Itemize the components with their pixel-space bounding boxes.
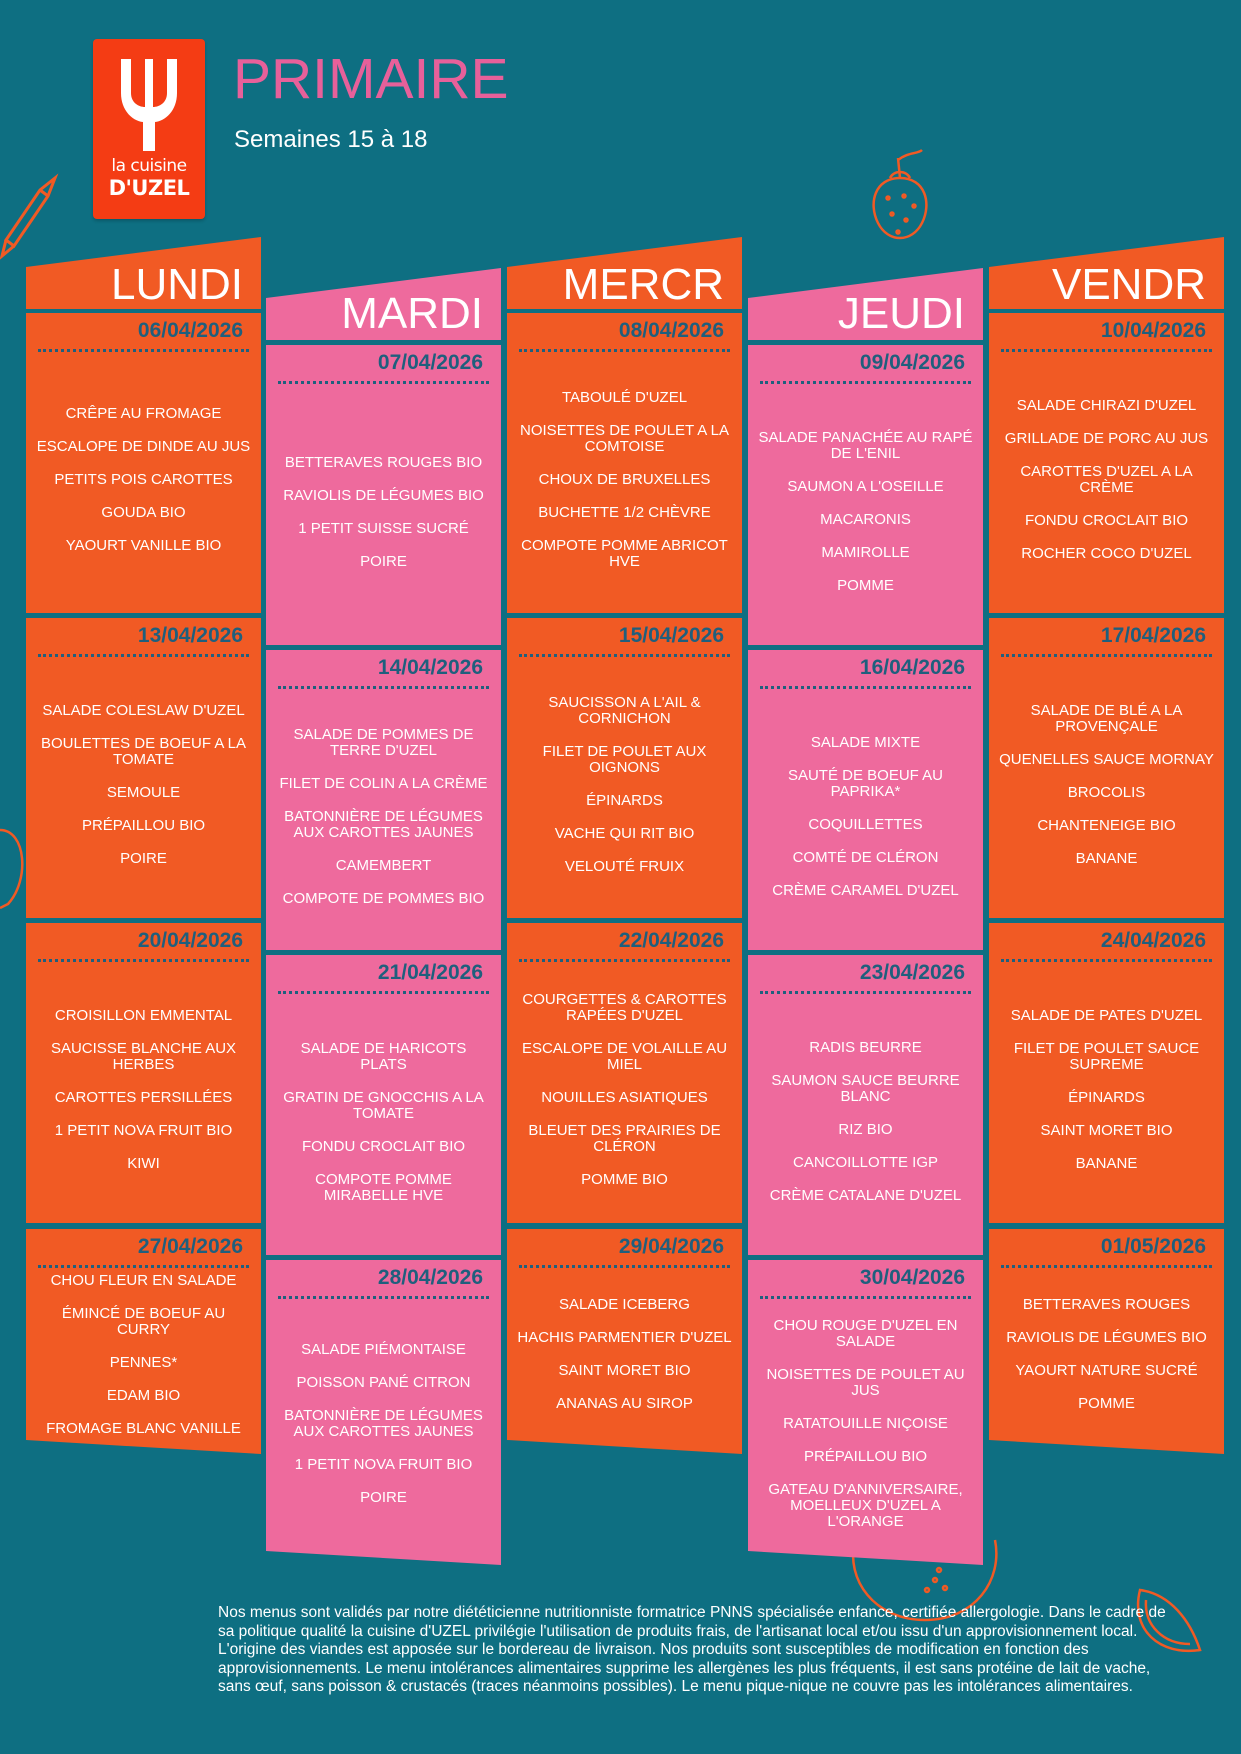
day-menu-cell (266, 650, 501, 950)
menu-date: 21/04/2026 (377, 961, 483, 984)
menu-item: ÉPINARDS (1068, 1089, 1145, 1106)
menu-item: NOISETTES DE POULET A LA COMTOISE (520, 422, 729, 455)
menu-item: MACARONIS (820, 511, 911, 528)
menu-item: GRATIN DE GNOCCHIS A LA TOMATE (283, 1088, 484, 1122)
menu-item: ANANAS AU SIROP (556, 1395, 693, 1412)
day-header (748, 268, 983, 340)
fork-icon (117, 59, 181, 151)
menu-item: SALADE DE BLÉ A LA PROVENÇALE (1030, 702, 1183, 735)
menu-item: VELOUTÉ FRUIX (564, 858, 685, 875)
menu-item: SAUTÉ DE BOEUF AU PAPRIKA* (787, 767, 944, 800)
menu-item: RAVIOLIS DE LÉGUMES BIO (1006, 1329, 1207, 1346)
dotted-divider (519, 1265, 730, 1268)
menu-date: 09/04/2026 (859, 351, 965, 374)
menu-item: BATONNIÈRE DE LÉGUMES AUX CAROTTES JAUNES (284, 1406, 483, 1440)
menu-item: ÉPINARDS (586, 792, 663, 809)
menu-date: 06/04/2026 (137, 319, 243, 342)
menu-item: CHOUX DE BRUXELLES (538, 471, 711, 488)
menu-item: RATATOUILLE NIÇOISE (783, 1414, 948, 1432)
menu-item: BETTERAVES ROUGES (1022, 1296, 1191, 1313)
menu-items (36, 359, 251, 601)
menu-items (999, 664, 1214, 906)
menu-date: 29/04/2026 (618, 1235, 724, 1258)
menu-items (999, 969, 1214, 1211)
dotted-divider (278, 381, 489, 384)
menu-item: YAOURT VANILLE BIO (65, 537, 222, 554)
menu-item: POIRE (360, 1488, 407, 1506)
menu-item: SALADE PIÉMONTAISE (301, 1340, 466, 1358)
menu-item: CRÊPE AU FROMAGE (65, 405, 222, 422)
menu-item: SALADE ICEBERG (559, 1296, 690, 1313)
menu-item: BANANE (1075, 1155, 1138, 1172)
menu-item: POISSON PANÉ CITRON (296, 1373, 471, 1391)
menu-item: BROCOLIS (1067, 784, 1146, 801)
dotted-divider (760, 991, 971, 994)
menu-date: 13/04/2026 (137, 624, 243, 647)
menu-items (517, 1275, 732, 1434)
menu-item: SAUMON A L'OSEILLE (787, 478, 944, 495)
menu-item: RIZ BIO (838, 1121, 893, 1138)
menu-item: FONDU CROCLAIT BIO (301, 1137, 466, 1155)
dotted-divider (760, 381, 971, 384)
dotted-divider (278, 686, 489, 689)
menu-item: YAOURT NATURE SUCRÉ (1015, 1362, 1198, 1379)
day-menu-cell (748, 345, 983, 645)
day-name: VENDR (1051, 260, 1206, 309)
menu-date: 01/05/2026 (1100, 1235, 1206, 1258)
menu-item: SAUMON SAUCE BEURRE BLANC (771, 1072, 960, 1105)
menu-items (758, 1306, 973, 1541)
dotted-divider (38, 654, 249, 657)
menu-item: NOISETTES DE POULET AU JUS (766, 1365, 965, 1399)
menu-item: BANANE (1075, 850, 1138, 867)
dotted-divider (38, 349, 249, 352)
day-name: MARDI (341, 289, 483, 338)
menu-item: EDAM BIO (106, 1386, 181, 1404)
menu-items (758, 1001, 973, 1243)
menu-date: 28/04/2026 (377, 1266, 483, 1289)
menu-item: SAUCISSE BLANCHE AUX HERBES (50, 1040, 237, 1073)
menu-items (999, 1275, 1214, 1434)
menu-item: CRÈME CATALANE D'UZEL (769, 1187, 962, 1204)
day-menu-cell (266, 955, 501, 1255)
menu-item: POIRE (360, 552, 407, 570)
menu-items (276, 1001, 491, 1243)
menu-item: CAROTTES PERSILLÉES (54, 1089, 233, 1106)
day-menu-cell (26, 618, 261, 918)
menu-items (276, 1306, 491, 1541)
menu-date: 15/04/2026 (618, 624, 724, 647)
dotted-divider (760, 686, 971, 689)
menu-item: PETITS POIS CAROTTES (54, 471, 233, 488)
dotted-divider (519, 959, 730, 962)
dotted-divider (1001, 349, 1212, 352)
menu-item: KIWI (127, 1155, 160, 1172)
menu-item: CANCOILLOTTE IGP (792, 1154, 939, 1171)
menu-item: CROISILLON EMMENTAL (54, 1007, 233, 1024)
menu-item: COMPOTE POMME MIRABELLE HVE (315, 1170, 452, 1204)
day-menu-cell (26, 923, 261, 1223)
menu-date: 08/04/2026 (618, 319, 724, 342)
menu-item: SALADE MIXTE (810, 734, 921, 751)
day-menu-cell (989, 1229, 1224, 1454)
menu-item: PRÉPAILLOU BIO (803, 1447, 928, 1465)
menu-item: ESCALOPE DE DINDE AU JUS (36, 438, 251, 455)
day-menu-cell (26, 313, 261, 613)
menu-date: 07/04/2026 (377, 351, 483, 374)
menu-item: GATEAU D'ANNIVERSAIRE, MOELLEUX D'UZEL A L'ORANGE (768, 1480, 963, 1530)
day-menu-cell (507, 1229, 742, 1454)
day-name: JEUDI (837, 289, 965, 338)
dotted-divider (38, 959, 249, 962)
day-menu-cell (748, 650, 983, 950)
menu-item: SEMOULE (106, 784, 181, 801)
day-menu-cell (989, 313, 1224, 613)
menu-item: SALADE DE POMMES DE TERRE D'UZEL (293, 726, 474, 759)
menu-items (517, 969, 732, 1211)
menu-date: 16/04/2026 (859, 656, 965, 679)
menu-items (36, 664, 251, 906)
day-menu-cell (266, 345, 501, 645)
day-menu-cell (748, 1260, 983, 1565)
menu-item: GRILLADE DE PORC AU JUS (1004, 430, 1209, 447)
day-menu-cell (748, 955, 983, 1255)
menu-item: RAVIOLIS DE LÉGUMES BIO (283, 486, 484, 504)
menu-item: NOUILLES ASIATIQUES (541, 1089, 708, 1106)
menu-item: COMPOTE DE POMMES BIO (282, 890, 485, 907)
menu-item: CHOU FLEUR EN SALADE (50, 1271, 237, 1289)
menu-item: FROMAGE BLANC VANILLE (46, 1419, 241, 1437)
day-menu-cell (507, 618, 742, 918)
day-header (507, 237, 742, 309)
menu-item: MAMIROLLE (821, 544, 910, 561)
menu-item: SALADE CHIRAZI D'UZEL (1016, 397, 1197, 414)
menu-items (758, 391, 973, 633)
menu-item: TABOULÉ D'UZEL (561, 389, 688, 406)
menu-date: 27/04/2026 (137, 1235, 243, 1258)
menu-item: ROCHER COCO D'UZEL (1021, 545, 1192, 562)
menu-item: CHOU ROUGE D'UZEL EN SALADE (773, 1316, 958, 1350)
menu-item: CAMEMBERT (335, 857, 432, 874)
menu-item: PENNES* (109, 1353, 178, 1371)
menu-items (276, 696, 491, 938)
menu-item: CRÈME CARAMEL D'UZEL (772, 882, 959, 899)
dotted-divider (278, 991, 489, 994)
menu-item: SALADE COLESLAW D'UZEL (42, 702, 245, 719)
day-name: LUNDI (110, 260, 243, 309)
menu-item: COMPOTE POMME ABRICOT HVE (521, 537, 728, 570)
menu-item: SALADE DE PATES D'UZEL (1010, 1007, 1203, 1024)
menu-item: BATONNIÈRE DE LÉGUMES AUX CAROTTES JAUNES (284, 808, 483, 841)
day-menu-cell (989, 923, 1224, 1223)
menu-items (36, 969, 251, 1211)
menu-item: ESCALOPE DE VOLAILLE AU MIEL (521, 1040, 728, 1073)
menu-date: 23/04/2026 (859, 961, 965, 984)
menu-item: HACHIS PARMENTIER D'UZEL (517, 1329, 732, 1346)
menu-items (276, 391, 491, 633)
dotted-divider (760, 1296, 971, 1299)
menu-item: GOUDA BIO (101, 504, 186, 521)
menu-item: POMME (837, 577, 894, 594)
menu-item: BLEUET DES PRAIRIES DE CLÉRON (528, 1122, 721, 1155)
dotted-divider (1001, 654, 1212, 657)
dotted-divider (38, 1265, 249, 1268)
menu-item: FILET DE POULET SAUCE SUPREME (1013, 1040, 1200, 1073)
menu-item: BOULETTES DE BOEUF A LA TOMATE (40, 735, 247, 768)
day-header (989, 237, 1224, 309)
menu-item: FILET DE COLIN A LA CRÈME (279, 775, 488, 792)
dotted-divider (1001, 959, 1212, 962)
menu-item: POMME (1078, 1395, 1135, 1412)
menu-item: VACHE QUI RIT BIO (554, 825, 695, 842)
menu-date: 14/04/2026 (377, 656, 483, 679)
day-menu-cell (507, 313, 742, 613)
menu-items (517, 359, 732, 601)
menu-item: POMME BIO (581, 1171, 668, 1188)
logo-text-line1: la cuisine (111, 156, 187, 176)
menu-date: 10/04/2026 (1100, 319, 1206, 342)
menu-date: 24/04/2026 (1100, 929, 1206, 952)
menu-item: ÉMINCÉ DE BOEUF AU CURRY (61, 1304, 226, 1338)
cuisine-duzel-logo (93, 39, 205, 219)
menu-date: 17/04/2026 (1100, 624, 1206, 647)
dotted-divider (519, 654, 730, 657)
menu-item: BETTERAVES ROUGES BIO (284, 453, 483, 471)
menu-item: SAINT MORET BIO (1040, 1122, 1173, 1139)
menu-items (758, 696, 973, 938)
menu-item: FILET DE POULET AUX OIGNONS (542, 743, 707, 776)
day-menu-cell (989, 618, 1224, 918)
menu-item: 1 PETIT NOVA FRUIT BIO (294, 1455, 473, 1473)
menu-item: PRÉPAILLOU BIO (81, 817, 206, 834)
menu-item: SAUCISSON A L'AIL & CORNICHON (548, 694, 701, 727)
menu-item: 1 PETIT SUISSE SUCRÉ (298, 519, 469, 537)
menu-item: FONDU CROCLAIT BIO (1024, 512, 1189, 529)
menu-item: SALADE PANACHÉE AU RAPÉ DE L'ENIL (758, 429, 973, 462)
menu-item: SAINT MORET BIO (558, 1362, 691, 1379)
menu-date: 20/04/2026 (137, 929, 243, 952)
page-title: PRIMAIRE (233, 47, 509, 111)
menu-item: 1 PETIT NOVA FRUIT BIO (54, 1122, 233, 1139)
day-menu-cell (26, 1229, 261, 1454)
menu-item: RADIS BEURRE (809, 1039, 922, 1056)
strawberry-doodle-icon (860, 148, 940, 248)
menu-date: 22/04/2026 (618, 929, 724, 952)
footer-note: Nos menus sont validés par notre diététicienne nutritionniste formatrice PNNS spécialisée enfance, certifiée allergologie. Dans le cadre de sa politique qualité la cuisine d'UZEL privilégie l'utilisation de produits frais, de l'artisanat local et/ou issu d'un approvisionnement local. L'origine des viandes est apposée sur le bordereau de livraison. Nos produits sont susceptibles de modification en fonction des approvisionnements. Le menu intolérances alimentaires supprime les allergènes les plus fréquents, il est sans protéine de lait de vache, sans œuf, sans poisson & crustacés (traces néanmoins possibles). Le menu pique-nique ne couvre pas les intolérances alimentaires. (218, 1604, 1166, 1695)
day-menu-cell (266, 1260, 501, 1565)
menu-item: COMTÉ DE CLÉRON (792, 849, 939, 866)
day-menu-cell (507, 923, 742, 1223)
menu-item: COQUILLETTES (808, 816, 923, 833)
day-name: MERCR (562, 260, 724, 309)
day-header (26, 237, 261, 309)
menu-item: POIRE (120, 850, 167, 867)
menu-items (517, 664, 732, 906)
menu-item: COURGETTES & CAROTTES RAPÉES D'UZEL (522, 991, 727, 1024)
dotted-divider (278, 1296, 489, 1299)
menu-item: CHANTENEIGE BIO (1037, 817, 1176, 834)
dotted-divider (1001, 1265, 1212, 1268)
menu-items (999, 359, 1214, 601)
menu-item: QUENELLES SAUCE MORNAY (999, 751, 1214, 768)
menu-item: BUCHETTE 1/2 CHÈVRE (538, 504, 711, 521)
day-header (266, 268, 501, 340)
logo-text-line2: D'UZEL (108, 176, 190, 200)
menu-items (36, 1271, 251, 1437)
page-subtitle: Semaines 15 à 18 (234, 126, 428, 153)
menu-item: SALADE DE HARICOTS PLATS (300, 1039, 467, 1073)
menu-item: CAROTTES D'UZEL A LA CRÈME (1020, 463, 1193, 496)
menu-date: 30/04/2026 (859, 1266, 965, 1289)
dotted-divider (519, 349, 730, 352)
